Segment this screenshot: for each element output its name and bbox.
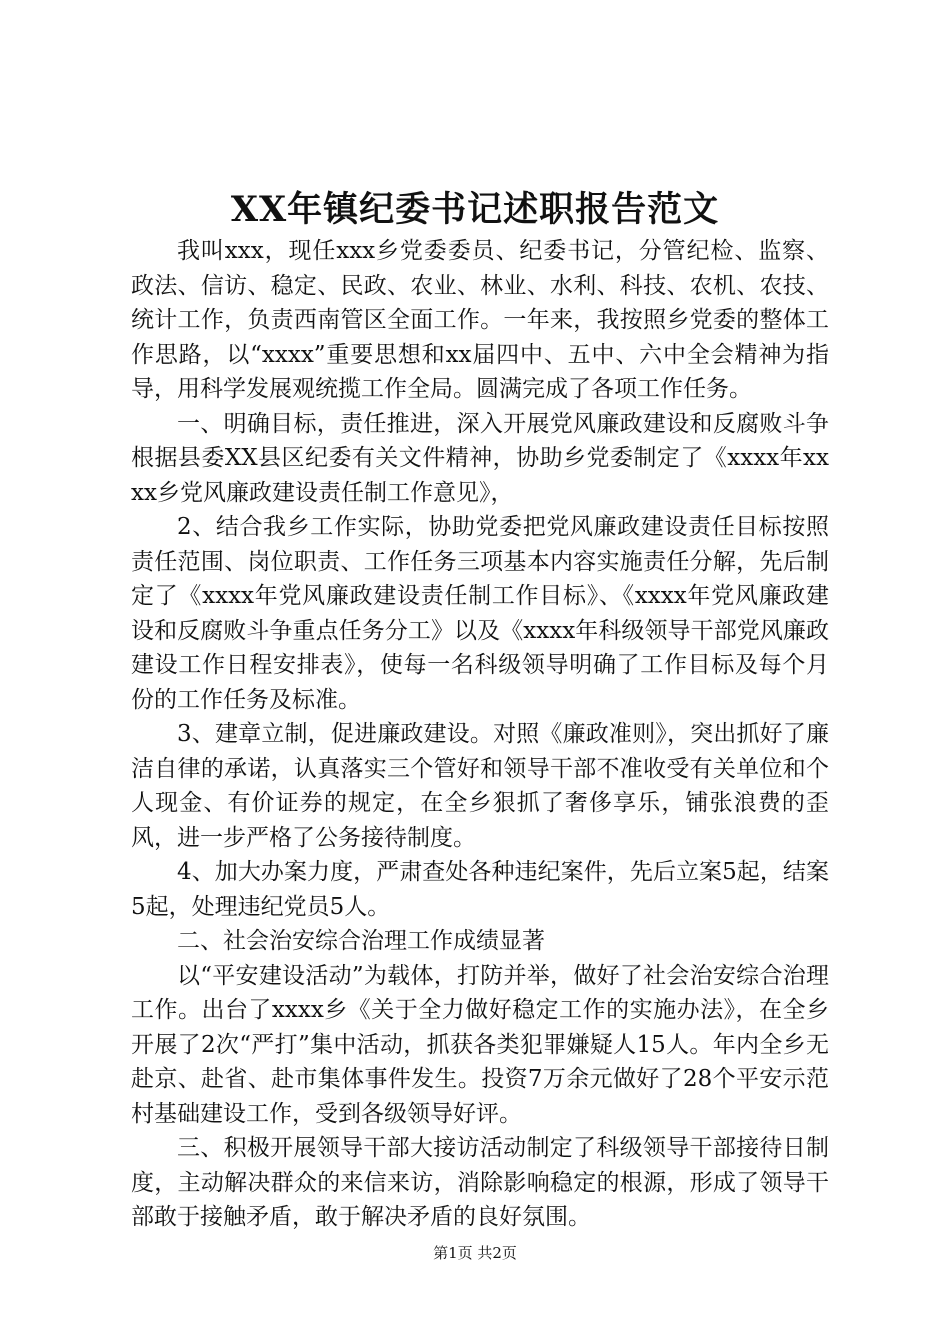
paragraph-intro: 我叫xxx，现任xxx乡党委委员、纪委书记，分管纪检、监察、政法、信访、稳定、民政、农业、林业、水利、科技、农机、农技、统计工作，负责西南管区全面工作。一年来，我按照乡党委的整体工作思路，以“xxxx”重要思想和xx届四中、五中、六中全会精神为指导，用科学发展观统揽工作全局。圆满完成了各项工作任务。 bbox=[131, 238, 829, 402]
paragraph-section-3: 三、积极开展领导干部大接访活动制定了科级领导干部接待日制度，主动解决群众的来信来访，消除影响稳定的根源，形成了领导干部敢于接触矛盾，敢于解决矛盾的良好氛围。 bbox=[131, 1135, 829, 1230]
document-title: XX年镇纪委书记述职报告范文 bbox=[230, 189, 720, 230]
paragraph-section-1: 一、明确目标，责任推进，深入开展党风廉政建设和反腐败斗争根据县委XX县区纪委有关文件精神，协助乡党委制定了《xxxx年xxxx乡党风廉政建设责任制工作意见》， bbox=[131, 410, 829, 506]
page-footer: 第1页 共2页 bbox=[433, 1244, 517, 1262]
section-heading-2: 二、社会治安综合治理工作成绩显著 bbox=[177, 928, 545, 954]
paragraph-item-3: 3、建章立制，促进廉政建设。对照《廉政准则》，突出抓好了廉洁自律的承诺，认真落实三个管好和领导干部不准收受有关单位和个人现金、有价证券的规定，在全乡狠抓了奢侈享乐，铺张浪费的歪风，进一步严格了公务接待制度。 bbox=[131, 721, 829, 851]
paragraph-item-2: 2、结合我乡工作实际，协助党委把党风廉政建设责任目标按照责任范围、岗位职责、工作任务三项基本内容实施责任分解，先后制定了《xxxx年党风廉政建设责任制工作目标》、《xxxx年党风廉政建设和反腐败斗争重点任务分工》以及《xxxx年科级领导干部党风廉政建设工作日程安排表》，使每一名科级领导明确了工作目标及每个月份的工作任务及标准。 bbox=[131, 514, 829, 713]
paragraph-item-4: 4、加大办案力度，严肃查处各种违纪案件，先后立案5起，结案5起，处理违纪党员5人。 bbox=[131, 859, 829, 920]
paragraph-section-2-body: 以“平安建设活动”为载体，打防并举，做好了社会治安综合治理工作。出台了xxxx乡《关于全力做好稳定工作的实施办法》，在全乡开展了2次“严打”集中活动，抓获各类犯罪嫌疑人15人。年内全乡无赴京、赴省、赴市集体事件发生。投资7万余元做好了28个平安示范村基础建设工作，受到各级领导好评。 bbox=[131, 962, 829, 1127]
document-body bbox=[131, 234, 829, 1235]
